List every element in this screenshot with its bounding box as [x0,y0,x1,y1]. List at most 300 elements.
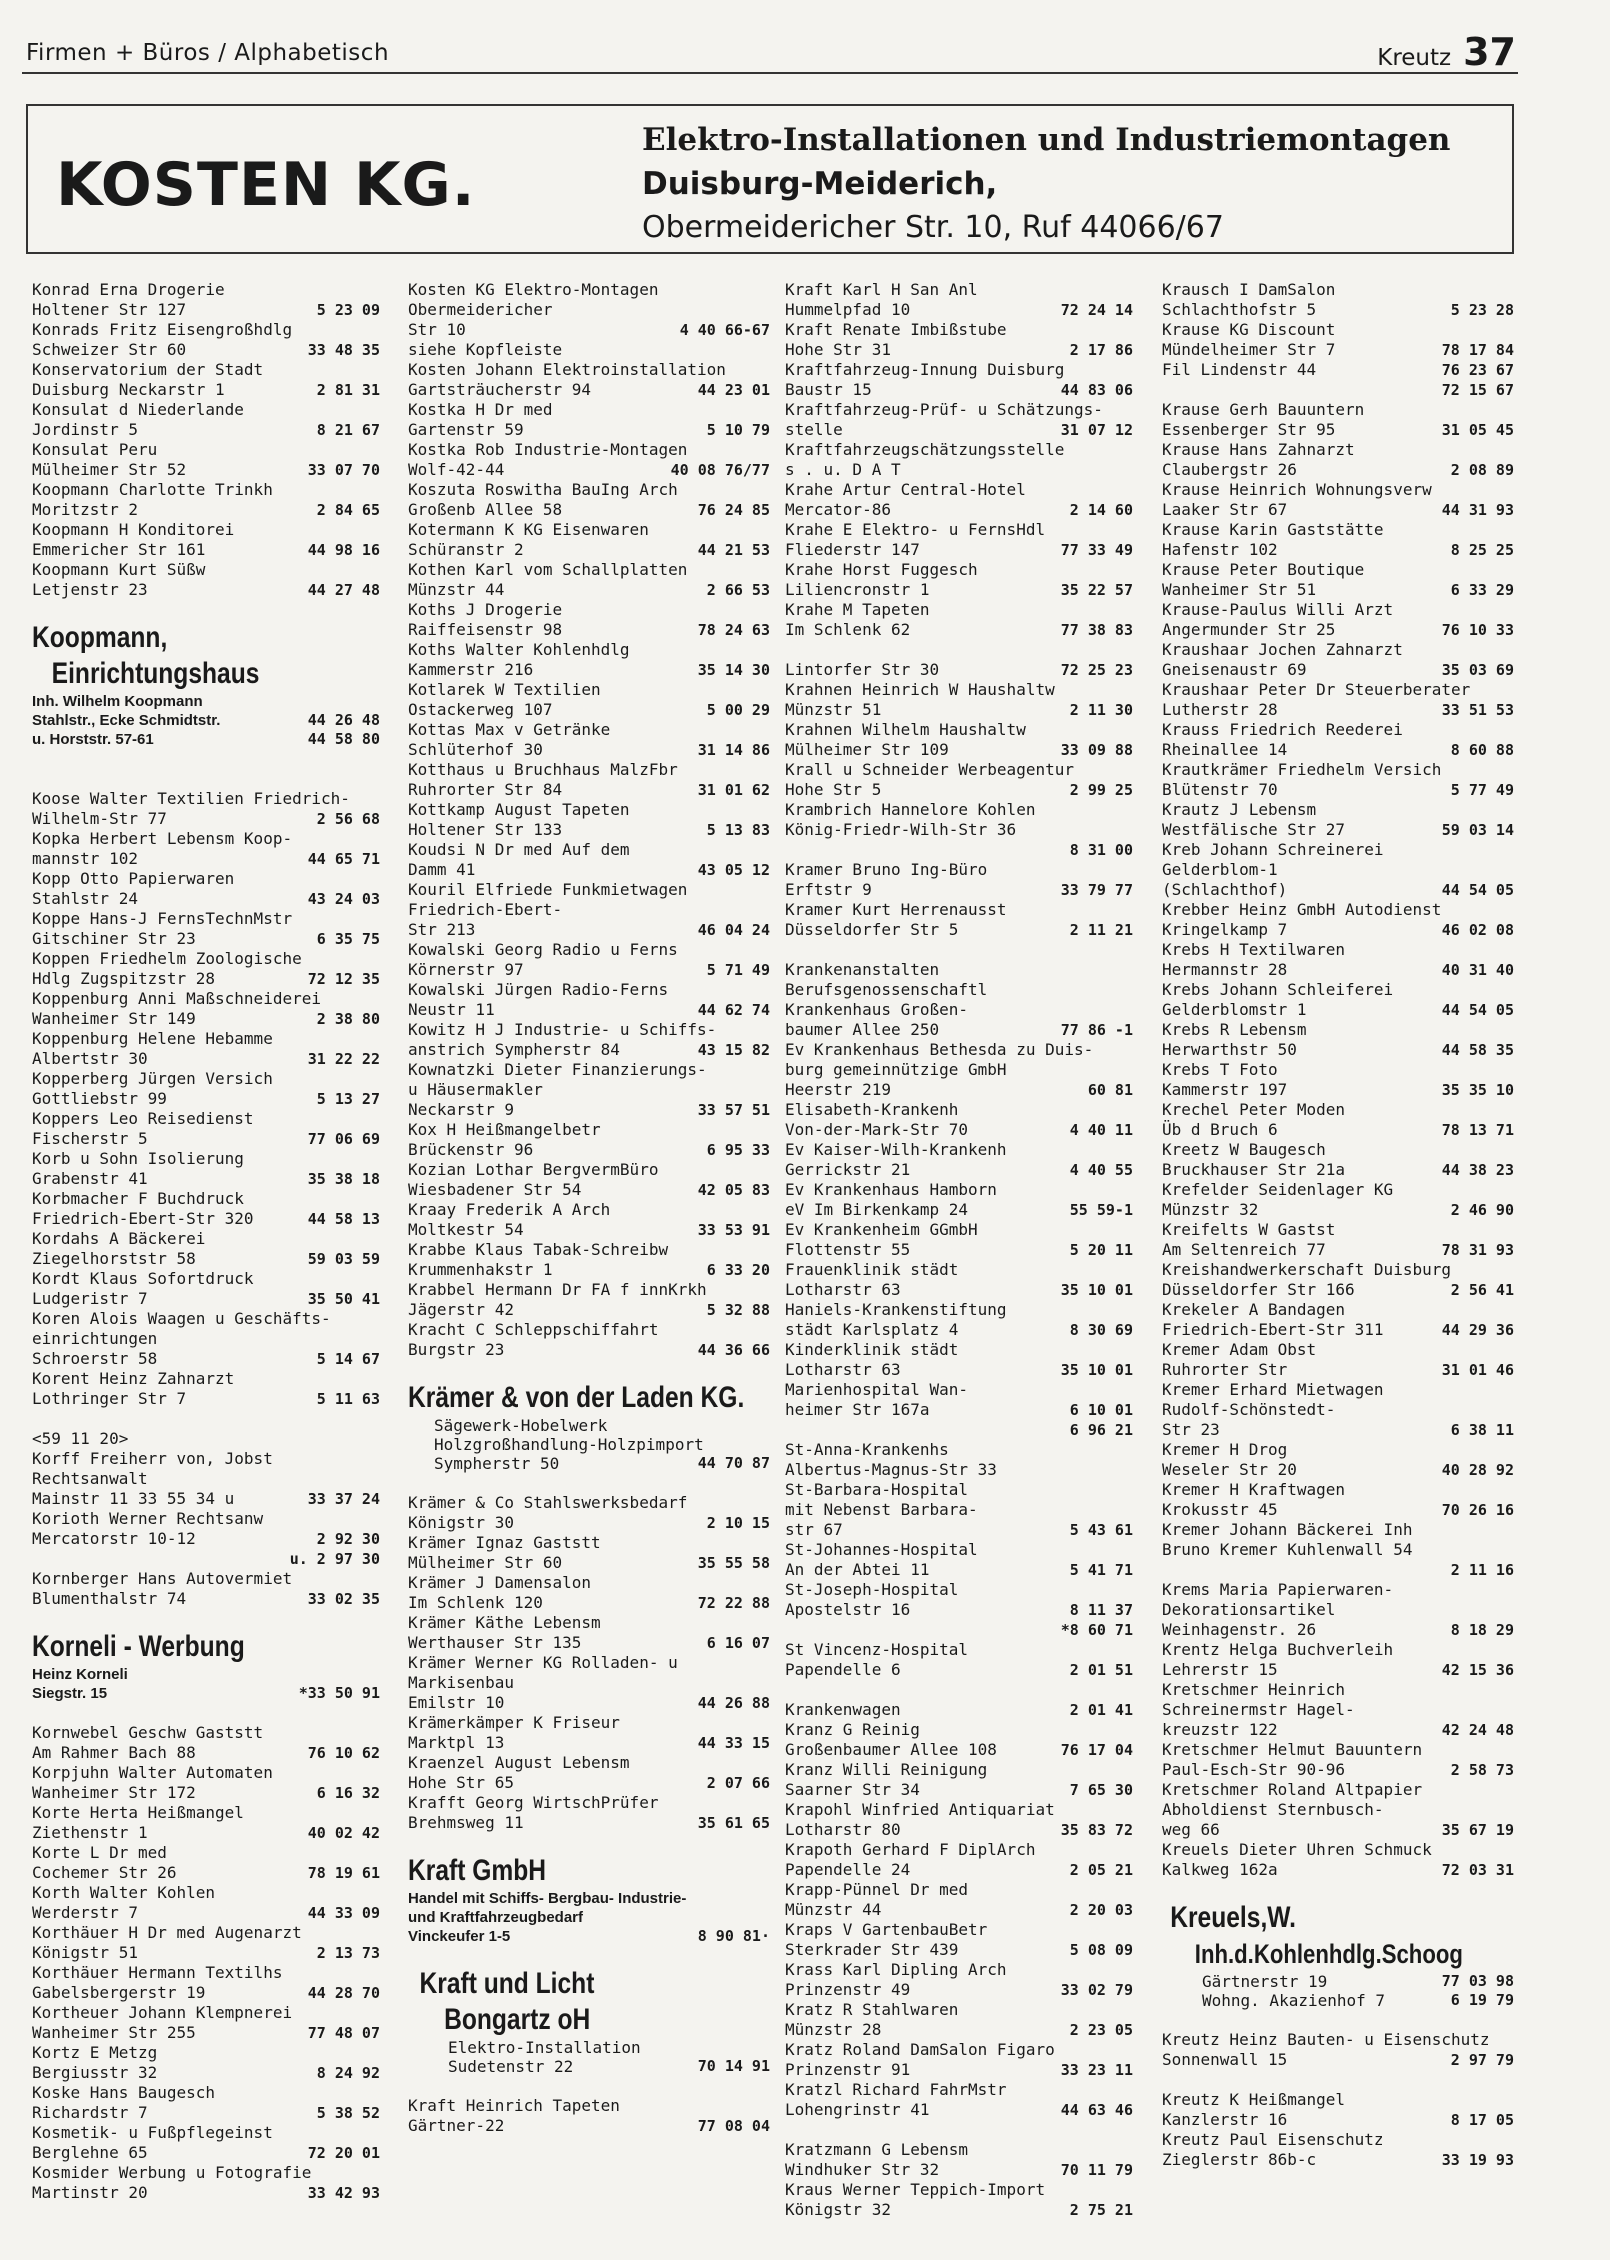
listing-entry [32,909,380,949]
listing-address: Lotharstr 80 [785,1820,901,1839]
listing-address: Kammerstr 216 [408,660,534,679]
listing-name: Korent Heinz Zahnarzt [32,1369,235,1388]
listing-entry [785,600,1133,640]
listing-name: Kramer Kurt Herrenausst [785,900,1007,919]
listing-address: Schüranstr 2 [408,540,524,559]
phone-number: 44 38 23 [1436,1160,1514,1180]
phone-number: 44 62 74 [692,1000,770,1020]
listing-name: Kraft Renate Imbißstube [785,320,1007,339]
header-advertisement [26,104,1514,254]
listing-address: Mündelheimer Str 7 [1162,340,1336,359]
listing-entry [1162,2090,1514,2130]
listing-address: Mercator-86 [785,500,891,519]
listing-name: Kotermann K KG Eisenwaren [408,520,649,539]
listing-name: Konrad Erna Drogerie [32,280,225,299]
phone-number: 2 11 21 [1064,920,1133,940]
listing-name: Kopp Otto Papierwaren [32,869,235,888]
phone-number: *33 50 91 [298,1684,380,1702]
listing-name: Kraps V GartenbauBetr [785,1920,988,1939]
listing-address: Fischerstr 5 [32,1129,148,1148]
phone-number: 8 31 00 [1064,840,1133,860]
listing-entry [785,900,1133,940]
listing-name: Kreutz K Heißmangel [1162,2090,1346,2109]
ad-line: Inh. Wilhelm Koopmann [32,693,203,710]
listing-entry [408,1020,770,1060]
phone-number: 2 11 30 [1064,700,1133,720]
listing-address: Lintorfer Str 30 [785,660,940,679]
listing-name: Kouril Elfriede Funkmietwagen [408,880,688,899]
listing-name: Koopmann H Konditorei [32,520,235,539]
listing-name: Koppen Friedhelm Zoologische [32,949,302,968]
listing-entry [785,1700,1133,1720]
listing-address: Sonnenwall 15 [1162,2050,1288,2069]
listing-name: Ev Krankenhaus Bethesda zu Duis- [785,1040,1094,1059]
listing-name: Kraenzel August Lebensm [408,1753,630,1772]
listing-name: Koopmann Charlotte Trinkh [32,480,273,499]
listing-entry [408,360,770,400]
listing-address: Hermannstr 28 [1162,960,1288,979]
listing-entry [1162,1260,1514,1300]
listing-address: mit Nebenst Barbara- [785,1500,978,1519]
listing-entry [32,2123,380,2163]
display-ad-koopmann [32,620,380,749]
listing-entry [785,640,1133,680]
listing-name: Krämer Ignaz Gaststt [408,1533,601,1552]
ad-line: Sudetenstr 22 70 14 91 [448,2057,770,2076]
display-ad-korneli [32,1629,380,1703]
listing-entry [785,1340,1133,1380]
phone-number: 40 28 92 [1436,1460,1514,1480]
listing-entry [408,720,770,760]
listing-address: Paul-Esch-Str 90-96 [1162,1760,1346,1779]
listing-entry [32,1029,380,1069]
listing-name: Korthäuer H Dr med Augenarzt [32,1923,302,1942]
phone-number: 70 14 91 [697,2057,770,2075]
listing-name: Kothen Karl vom Schallplatten [408,560,688,579]
phone-number: 2 56 41 [1445,1280,1514,1300]
phone-number: 44 54 05 [1436,880,1514,900]
listing-address: Bergiusstr 32 [32,2063,158,2082]
listing-address: Gitschiner Str 23 [32,929,196,948]
listing-name: Kordahs A Bäckerei [32,1229,206,1248]
listing-entry [1162,640,1514,680]
phone-number: 35 38 18 [302,1169,380,1189]
listing-name: Kracht C Schleppschiffahrt [408,1320,659,1339]
listing-name: Koths J Drogerie [408,600,563,619]
listing-name: Korbmacher F Buchdruck [32,1189,244,1208]
listing-entry [785,2080,1133,2120]
listing-entry [1162,1220,1514,1260]
listing-entry [32,1449,380,1509]
listing-name: Kotlarek W Textilien [408,680,601,699]
listing-entry [32,2003,380,2043]
listing-entry [785,1720,1133,1760]
listing-address: Im Schlenk 120 [408,1593,543,1612]
listing-name: Krabbe Klaus Tabak-Schreibw [408,1240,669,1259]
listing-address: Düsseldorfer Str 5 [785,920,959,939]
ad-title-2: Einrichtungshaus [51,657,260,690]
running-header-left: Firmen + Büros / Alphabetisch [26,40,390,66]
listing-address: Wolf-42-44 [408,460,505,479]
listing-name: Haniels-Krankenstiftung [785,1300,1007,1319]
listing-name: Krahe Artur Central-Hotel [785,480,1026,499]
listing-entry [408,440,770,480]
phone-number: 44 54 05 [1436,1000,1514,1020]
listing-entry [1162,940,1514,980]
listing-entry [1162,720,1514,760]
listing-name: Kremer Johann Bäckerei Inh [1162,1520,1413,1539]
ad-tagline: Elektro-Installationen und Industriemontagen [642,122,1451,158]
listing-entry [785,860,1133,900]
phone-number: 6 35 75 [311,929,380,949]
listing-address: baumer Allee 250 [785,1020,940,1039]
listing-name [32,1409,380,1429]
listing-address: Abholdienst Sternbusch- [1162,1800,1384,1819]
listing-entry [785,1880,1133,1920]
listing-address: Gartenstr 59 [408,420,524,439]
phone-number: 2 92 30 [311,1529,380,1549]
phone-number: 44 33 15 [692,1733,770,1753]
listing-address: Schroerstr 58 [32,1349,158,1368]
listing-entry [408,1200,770,1240]
listing-entry [32,1189,380,1229]
listing-name: Kottkamp August Tapeten [408,800,630,819]
listing-address: Saarner Str 34 [785,1780,920,1799]
listing-address: Berglehne 65 [32,2143,148,2162]
listing-name: Kraft Karl H San Anl [785,280,978,299]
listing-address: Westfälische Str 27 [1162,820,1346,839]
phone-number: 55 59-1 [1064,1200,1133,1220]
phone-number: 2 84 65 [311,500,380,520]
ad-line: Stahlstr., Ecke Schmidtstr. 44 26 48 [32,711,380,729]
listing-address: Weseler Str 20 [1162,1460,1297,1479]
listing-name: Kosmetik- u Fußpflegeinst [32,2123,273,2142]
page-number: 37 [1463,30,1516,74]
listing-address: Großenbaumer Allee 108 [785,1740,997,1759]
listing-name: Krankenwagen [785,1700,901,1719]
listing-entry [785,1580,1133,1620]
listing-entry [32,1723,380,1763]
listing-entry [785,1420,1133,1440]
listing-entry [1162,800,1514,840]
listing-name: St-Johannes-Hospital [785,1540,978,1559]
listing-address: Jordinstr 5 [32,420,138,439]
listing-address: Körnerstr 97 [408,960,524,979]
phone-number: 4 40 66-67 [674,320,770,340]
listing-name: Koths Walter Kohlenhdlg [408,640,630,659]
listing-name: Krahe Horst Fuggesch [785,560,978,579]
listing-entry [1162,2130,1514,2170]
listing-address: Schreinermstr Hagel- [1162,1700,1355,1719]
listing-entry [785,2040,1133,2080]
listing-address: Rheinallee 14 [1162,740,1288,759]
listing-address: Krokusstr 45 [1162,1500,1278,1519]
listing-address: Gerrickstr 21 [785,1160,911,1179]
phone-number: 5 08 09 [1064,1940,1133,1960]
listing-address: Hohe Str 65 [408,1773,514,1792]
phone-number: 77 03 98 [1441,1972,1514,1990]
listing-address: Münzstr 44 [785,1900,882,1919]
listing-address: Krummenhakstr 1 [408,1260,553,1279]
phone-number: 2 17 86 [1064,340,1133,360]
listing-address: Ziethenstr 1 [32,1823,148,1842]
listing-entry [785,280,1133,320]
listing-address: <59 11 20> [32,1429,129,1448]
listing-name: Krahe E Elektro- u FernsHdl [785,520,1046,539]
listing-name: Kratz Roland DamSalon Figaro [785,2040,1055,2059]
listing-name: Koppenburg Helene Hebamme [32,1029,273,1048]
listing-name: St-Anna-Krankenhs [785,1440,949,1459]
phone-number: 72 03 31 [1436,1860,1514,1880]
phone-number: 33 57 51 [692,1100,770,1120]
listing-entry [1162,980,1514,1020]
listing-name: Krause Heinrich Wohnungsverw [1162,480,1432,499]
listing-name: Marienhospital Wan- [785,1380,969,1399]
listing-address: kreuzstr 122 [1162,1720,1278,1739]
listing-name: Kosten KG Elektro-Montagen [408,280,659,299]
listing-address: Münzstr 32 [1162,1200,1259,1219]
listing-address: Apostelstr 16 [785,1600,911,1619]
listing-address: u Häusermakler [408,1080,543,1099]
listing-name: Krausch I DamSalon [1162,280,1336,299]
listing-name: Kramer Bruno Ing-Büro [785,860,988,879]
listing-name: Krämer Käthe Lebensm [408,1613,601,1632]
listing-address: Prinzenstr 49 [785,1980,911,1999]
listing-name: Korff Freiherr von, Jobst [32,1449,273,1468]
phone-number: 44 33 09 [302,1903,380,1923]
phone-number: 78 19 61 [302,1863,380,1883]
listing-address: Königstr 32 [785,2200,891,2219]
ad-line: Handel mit Schiffs- Bergbau- Industrie- [408,1890,687,1907]
listing-name: Korte L Dr med [32,1843,167,1862]
listing-entry [1162,1680,1514,1740]
phone-number: 31 01 46 [1436,1360,1514,1380]
listing-address: Windhuker Str 32 [785,2160,940,2179]
listing-entry [785,560,1133,600]
phone-number: 44 83 06 [1055,380,1133,400]
ad-title-2: Bongartz oH [444,2003,591,2036]
listing-name: Kremer H Drog [1162,1440,1288,1459]
listing-name: Krafft Georg WirtschPrüfer [408,1793,659,1812]
phone-number: 72 25 23 [1055,660,1133,680]
display-ad-kraemer [408,1380,770,1473]
listing-entry [32,1803,380,1843]
listing-entry [408,760,770,800]
listing-name: Krankenanstalten [785,960,940,979]
phone-number: 33 51 53 [1436,700,1514,720]
listing-name: Krautkrämer Friedhelm Versich [1162,760,1442,779]
listing-entry [408,480,770,520]
listing-entry [32,1763,380,1803]
phone-number: 40 02 42 [302,1823,380,1843]
phone-number: 5 00 29 [701,700,770,720]
phone-number: 8 90 81· [697,1927,770,1945]
listing-address: Jägerstr 42 [408,1300,514,1319]
phone-number: 46 04 24 [692,920,770,940]
listing-address: Werthauser Str 135 [408,1633,582,1652]
listing-entry [785,2140,1133,2180]
listing-address: Brehmsweg 11 [408,1813,524,1832]
listing-name: St-Barbara-Hospital [785,1480,969,1499]
phone-number: 35 50 41 [302,1289,380,1309]
listing-address: stelle [785,420,843,439]
listing-address: Im Schlenk 62 [785,620,911,639]
phone-number: 40 31 40 [1436,960,1514,980]
listing-entry [1162,560,1514,600]
listing-address: Emilstr 10 [408,1693,505,1712]
listing-entry [32,480,380,520]
entry-list [785,280,1133,2220]
listing-address: Damm 41 [408,860,476,879]
listing-entry [32,1409,380,1449]
listing-entry [408,1533,770,1573]
listing-entry [408,840,770,880]
listing-name: Krause Karin Gaststätte [1162,520,1384,539]
listing-address: Üb d Bruch 6 [1162,1120,1278,1139]
phone-number: 40 08 76/77 [665,460,770,480]
listing-entry [1162,1520,1514,1560]
entry-list [32,280,380,600]
phone-number: 33 19 93 [1436,2150,1514,2170]
listing-entry [408,560,770,600]
listing-entry [32,1549,380,1569]
listing-entry [785,1760,1133,1800]
ad-title: Krämer & von der Laden KG. [408,1381,745,1414]
listing-address: Weinhagenstr. 26 [1162,1620,1317,1639]
listing-name: Koppenburg Anni Maßschneiderei [32,989,321,1008]
listing-address: Laaker Str 67 [1162,500,1288,519]
listing-address: Papendelle 6 [785,1660,901,1679]
listing-address: Herwarthstr 50 [1162,1040,1297,1059]
listing-entry [1162,1780,1514,1840]
listing-entry [785,1540,1133,1580]
listing-entry [785,1180,1133,1220]
phone-number: 44 26 48 [307,711,380,729]
listing-name: Krebs R Lebensm [1162,1020,1307,1039]
ad-title-2: Inh.d.Kohlenhdlg.Schoog [1194,1939,1463,1969]
listing-entry [1162,2030,1514,2070]
phone-number: 35 03 69 [1436,660,1514,680]
listing-name: Kornberger Hans Autovermiet [32,1569,293,1588]
phone-number: 35 83 72 [1055,1820,1133,1840]
listing-address: Lotharstr 63 [785,1280,901,1299]
phone-number: 2 20 03 [1064,1900,1133,1920]
entry-list [408,2096,770,2136]
listing-entry [785,400,1133,440]
listing-address: Letjenstr 23 [32,580,148,599]
phone-number: 2 05 21 [1064,1860,1133,1880]
listing-name: Koudsi N Dr med Auf dem [408,840,630,859]
phone-number: 35 22 57 [1055,580,1133,600]
listing-entry [408,880,770,940]
listing-entry [1162,1840,1514,1880]
listing-name: Kinderklinik städt [785,1340,959,1359]
phone-number: 2 11 16 [1445,1560,1514,1580]
listing-entry [408,980,770,1020]
listing-address: Wanheimer Str 51 [1162,580,1317,599]
listing-address: Krankenhaus Großen- [785,1000,969,1019]
listing-address: Markisenbau [408,1673,514,1692]
listing-name: Kraay Frederik A Arch [408,1200,611,1219]
listing-name: Kotthaus u Bruchhaus MalzFbr [408,760,678,779]
listing-entry [1162,1340,1514,1380]
listing-entry [408,1160,770,1200]
listing-entry [32,1309,380,1369]
listing-entry [785,960,1133,1040]
listing-name: siehe Kopfleiste [408,340,563,359]
listing-address: Gottliebstr 99 [32,1089,167,1108]
listing-name: Krebs Johann Schleiferei [1162,980,1394,999]
listing-name: Kraftfahrzeugschätzungsstelle [785,440,1065,459]
listing-address: Cochemer Str 26 [32,1863,177,1882]
listing-address: str 67 [785,1520,843,1539]
ad-title: Koopmann, [32,621,168,654]
phone-number: 2 46 90 [1445,1200,1514,1220]
phone-number: 60 81 [1082,1080,1133,1100]
listing-entry [32,560,380,600]
phone-number: 2 23 05 [1064,2020,1133,2040]
listing-address: Lotharstr 63 [785,1360,901,1379]
phone-number: 6 95 33 [701,1140,770,1160]
phone-number: *8 60 71 [1055,1620,1133,1640]
listing-name: Kreuels Dieter Uhren Schmuck [1162,1840,1432,1859]
phone-number: 77 06 69 [302,1129,380,1149]
phone-number: 4 40 55 [1064,1160,1133,1180]
ad-title: Kraft und Licht [419,1967,595,2000]
phone-number: 8 21 67 [311,420,380,440]
ad-line: Gärtnerstr 19 77 03 98 [1202,1972,1514,1991]
listing-entry [32,1843,380,1883]
phone-number: 2 10 15 [701,1513,770,1533]
listing-address: Gneisenaustr 69 [1162,660,1307,679]
listing-address: Neustr 11 [408,1000,495,1019]
listing-name: Krause Peter Boutique [1162,560,1365,579]
listing-entry [408,340,770,360]
phone-number: 2 13 73 [311,1943,380,1963]
ad-line: und Kraftfahrzeugbedarf [408,1909,584,1926]
phone-number: 77 86 -1 [1055,1020,1133,1040]
listing-address: Friedrich-Ebert-Str 320 [32,1209,254,1228]
listing-address: Burgstr 23 [408,1340,505,1359]
entry-list [32,1723,380,2203]
listing-entry [785,520,1133,560]
listing-entry [1162,1640,1514,1680]
phone-number: 35 10 01 [1055,1280,1133,1300]
listing-entry [32,1369,380,1409]
listing-entry [32,1963,380,2003]
listing-entry [1162,680,1514,720]
phone-number: 44 63 46 [1055,2100,1133,2120]
phone-number: 7 65 30 [1064,1780,1133,1800]
listing-name: Koppers Leo Reisedienst [32,1109,254,1128]
phone-number: 33 02 79 [1055,1980,1133,2000]
phone-number: 78 31 93 [1436,1240,1514,1260]
listing-address: Friedrich-Ebert-Str 311 [1162,1320,1384,1339]
phone-number: 77 33 49 [1055,540,1133,560]
phone-number: 2 81 31 [311,380,380,400]
listing-address: Wanheimer Str 255 [32,2023,196,2042]
listing-name: Krefelder Seidenlager KG [1162,1180,1394,1199]
listing-entry [1162,320,1514,360]
listing-entry [785,320,1133,360]
phone-number: 35 67 19 [1436,1820,1514,1840]
listing-entry [785,1960,1133,2000]
listing-name: Kostka Rob Industrie-Montagen [408,440,688,459]
listing-name: Krems Maria Papierwaren- [1162,1580,1394,1599]
listing-name: Krause-Paulus Willi Arzt [1162,600,1394,619]
listing-entry [1162,1440,1514,1480]
listing-address: Holtener Str 127 [32,300,187,319]
